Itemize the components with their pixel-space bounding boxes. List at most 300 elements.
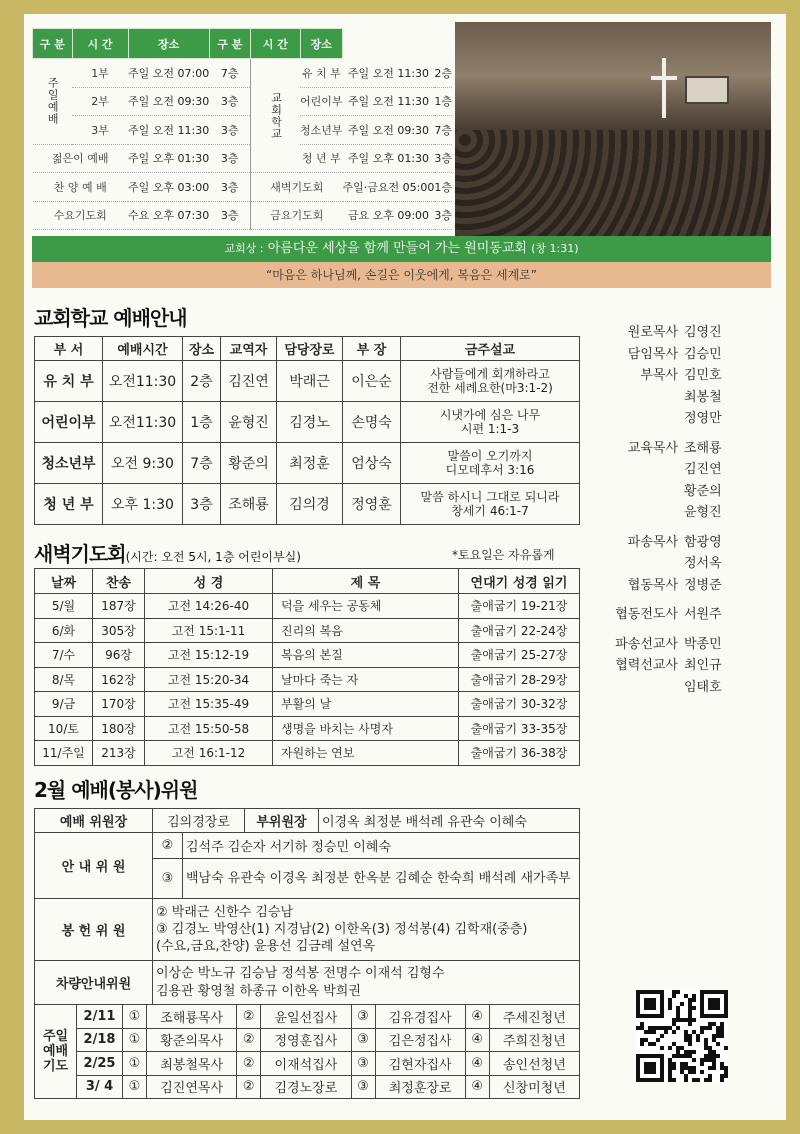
worship-place: 7층 bbox=[209, 59, 250, 88]
worship-row bbox=[33, 116, 453, 145]
prayer-order-mark: ① bbox=[123, 1005, 147, 1029]
staff-name: 정서옥 bbox=[684, 556, 722, 571]
guide-committee-table bbox=[34, 832, 580, 899]
school-time: 오후 1:30 bbox=[103, 484, 183, 525]
qr-module bbox=[720, 1034, 724, 1038]
staff-role bbox=[596, 459, 684, 481]
projector-screen bbox=[685, 76, 729, 104]
worship-category: 찬 양 예 배 bbox=[33, 173, 129, 202]
prayer-order-mark: ② bbox=[237, 1075, 261, 1099]
qr-module bbox=[684, 1078, 688, 1082]
dawn-hymn: 305장 bbox=[93, 618, 145, 643]
school-place: 1층 bbox=[183, 402, 221, 443]
dawn-date: 9/금 bbox=[35, 692, 93, 717]
dawn-read: 출애굽기 19-21장 bbox=[459, 594, 580, 619]
offering-line: ② 박래근 신한수 김승남 bbox=[156, 905, 294, 920]
staff-row bbox=[596, 677, 776, 699]
staff-role bbox=[596, 677, 684, 699]
school-sermon bbox=[401, 361, 580, 402]
header-title: 제 목 bbox=[273, 569, 459, 594]
sermon-line: 전한 세례요한(마3:1-2) bbox=[427, 381, 553, 395]
prayer-order-mark: ② bbox=[237, 1028, 261, 1052]
staff-role: 부목사 bbox=[640, 368, 678, 383]
qr-module bbox=[660, 1078, 664, 1082]
guide-label: 안 내 위 원 bbox=[35, 833, 153, 899]
prayer-leader: 신창미청년 bbox=[489, 1075, 579, 1099]
dawn-row bbox=[35, 692, 580, 717]
prayer-leader: 김은정집사 bbox=[375, 1028, 465, 1052]
prayer-date: 2/11 bbox=[77, 1005, 123, 1029]
cross-icon bbox=[662, 58, 666, 118]
saturday-note: *토요일은 자유롭게 bbox=[452, 548, 555, 562]
qr-module bbox=[660, 1014, 664, 1018]
dawn-subtitle: (시간: 오전 5시, 1층 어린이부실) bbox=[125, 550, 301, 564]
school-pastor: 조해룡 bbox=[221, 484, 277, 525]
staff-group bbox=[596, 365, 776, 430]
prayer-order-mark: ④ bbox=[465, 1028, 489, 1052]
worship-category: 2부 bbox=[72, 87, 128, 116]
car-guide-line: 김용관 황영철 하종규 이한옥 박희권 bbox=[156, 983, 361, 999]
staff-role: 협동목사 bbox=[627, 577, 678, 593]
dawn-row bbox=[35, 618, 580, 643]
dawn-title: 새벽기도회 bbox=[34, 542, 126, 566]
dawn-read: 출애굽기 22-24장 bbox=[459, 618, 580, 643]
prayer-order-mark: ④ bbox=[465, 1052, 489, 1076]
prayer-order-mark: ③ bbox=[351, 1005, 375, 1029]
header-elder: 담당장로 bbox=[277, 337, 343, 361]
dawn-bible: 고전 16:1-12 bbox=[145, 741, 273, 766]
prayer-duty-table bbox=[34, 1004, 580, 1099]
dawn-bible: 고전 15:1-11 bbox=[145, 618, 273, 643]
school-row bbox=[35, 484, 580, 525]
sermon-line: 시냇가에 심은 나무 bbox=[439, 408, 541, 422]
school-sermon bbox=[401, 484, 580, 525]
sunday-worship-label: 주일예배 bbox=[33, 59, 73, 145]
dawn-title: 날마다 죽는 자 bbox=[273, 667, 459, 692]
qr-module bbox=[724, 1074, 728, 1078]
prayer-date: 3/ 4 bbox=[77, 1075, 123, 1099]
car-guide-label: 차량안내위원 bbox=[35, 961, 153, 1005]
offering-names bbox=[153, 899, 580, 961]
worship-time: 주일 오전 11:30 bbox=[128, 116, 209, 145]
staff-row bbox=[596, 481, 776, 503]
worship-place: 3층 bbox=[209, 201, 250, 230]
staff-name: 김승민 bbox=[684, 346, 722, 362]
qr-module bbox=[656, 1038, 660, 1042]
staff-row bbox=[596, 634, 776, 656]
qr-module bbox=[672, 994, 676, 998]
prayer-order-mark: ③ bbox=[351, 1075, 375, 1099]
staff-role: 담임목사 bbox=[627, 346, 678, 362]
staff-row bbox=[596, 459, 776, 481]
pastoral-staff-list bbox=[596, 322, 776, 698]
staff-row bbox=[596, 438, 776, 460]
dawn-hymn: 162장 bbox=[93, 667, 145, 692]
worship-time: 주일 오후 03:00 bbox=[128, 173, 209, 202]
qr-module bbox=[660, 1034, 664, 1038]
school-head: 엄상숙 bbox=[343, 443, 401, 484]
prayer-leader: 이재석집사 bbox=[261, 1052, 351, 1076]
prayer-leader: 김유경집사 bbox=[375, 1005, 465, 1029]
dawn-read: 출애굽기 28-29장 bbox=[459, 667, 580, 692]
qr-module bbox=[668, 1006, 672, 1010]
qr-module bbox=[676, 1026, 680, 1030]
qr-module bbox=[700, 1062, 704, 1066]
sermon-line: 말씀이 오기까지 bbox=[447, 449, 533, 463]
prayer-leader: 최정훈장로 bbox=[375, 1075, 465, 1099]
staff-row bbox=[596, 502, 776, 524]
worship-category: 금요기도회 bbox=[251, 201, 343, 230]
worship-category: 젊은이 예배 bbox=[33, 144, 129, 173]
staff-name: 최인규 bbox=[684, 658, 722, 673]
staff-group bbox=[596, 575, 776, 597]
committee-table bbox=[34, 808, 580, 833]
worship-row bbox=[33, 87, 453, 116]
qr-module bbox=[680, 1002, 684, 1006]
school-row bbox=[35, 443, 580, 484]
school-head: 이은순 bbox=[343, 361, 401, 402]
qr-module bbox=[692, 1006, 696, 1010]
church-interior-photo bbox=[455, 22, 771, 236]
staff-name: 김진연 bbox=[684, 462, 722, 477]
staff-group bbox=[596, 634, 776, 656]
qr-module bbox=[652, 1030, 656, 1034]
school-dept: 어린이부 bbox=[35, 402, 103, 443]
school-elder: 김의경 bbox=[277, 484, 343, 525]
school-elder: 최정훈 bbox=[277, 443, 343, 484]
qr-module bbox=[716, 1042, 720, 1046]
church-school-label: 교회학교 bbox=[251, 59, 300, 173]
offering-line: ③ 김경노 박영산(1) 지경남(2) 이한옥(3) 정석봉(4) 김학재(중층) bbox=[156, 922, 528, 937]
worship-schedule-table bbox=[32, 28, 452, 230]
church-slogan: “마음은 하나님께, 손길은 이웃에게, 복음은 세계로” bbox=[32, 262, 771, 288]
qr-module bbox=[716, 1006, 720, 1010]
school-pastor: 김진연 bbox=[221, 361, 277, 402]
qr-module bbox=[688, 1022, 692, 1026]
staff-row bbox=[596, 532, 776, 554]
prayer-row bbox=[35, 1075, 580, 1099]
school-pastor: 윤형진 bbox=[221, 402, 277, 443]
dawn-date: 6/화 bbox=[35, 618, 93, 643]
worship-time: 주일 오전 11:30 bbox=[343, 59, 435, 88]
dawn-hymn: 96장 bbox=[93, 643, 145, 668]
qr-module bbox=[688, 1042, 692, 1046]
qr-module bbox=[724, 1014, 728, 1018]
worship-category: 어린이부 bbox=[300, 87, 343, 116]
worship-place: 3층 bbox=[209, 116, 250, 145]
qr-module bbox=[708, 1026, 712, 1030]
dawn-title: 부활의 날 bbox=[273, 692, 459, 717]
church-motto bbox=[32, 236, 771, 262]
staff-group bbox=[596, 322, 776, 344]
staff-row bbox=[596, 322, 776, 344]
staff-role: 파송선교사 bbox=[615, 636, 678, 652]
dawn-row bbox=[35, 667, 580, 692]
header-hymn: 찬송 bbox=[93, 569, 145, 594]
prayer-order-mark: ① bbox=[123, 1075, 147, 1099]
prayer-leader: 김현자집사 bbox=[375, 1052, 465, 1076]
school-dept: 유 치 부 bbox=[35, 361, 103, 402]
sermon-line: 시편 1:1-3 bbox=[460, 422, 520, 436]
dawn-hymn: 170장 bbox=[93, 692, 145, 717]
chair-label: 예배 위원장 bbox=[35, 809, 153, 833]
staff-name: 황준의 bbox=[684, 483, 722, 499]
guide-number: ③ bbox=[153, 859, 183, 899]
qr-module bbox=[660, 1046, 664, 1050]
school-time: 오전11:30 bbox=[103, 402, 183, 443]
school-place: 2층 bbox=[183, 361, 221, 402]
staff-name: 박종민 bbox=[684, 636, 722, 652]
qr-module bbox=[692, 1018, 696, 1022]
dawn-bible: 고전 15:35-49 bbox=[145, 692, 273, 717]
prayer-leader: 김경노장로 bbox=[261, 1075, 351, 1099]
qr-module bbox=[652, 1070, 656, 1074]
cross-icon bbox=[651, 76, 677, 80]
school-elder: 박래근 bbox=[277, 361, 343, 402]
header-place: 장소 bbox=[128, 29, 209, 59]
staff-row bbox=[596, 553, 776, 575]
qr-module bbox=[692, 1050, 696, 1054]
prayer-label: 주일예배기도 bbox=[35, 1005, 77, 1099]
staff-row bbox=[596, 575, 776, 597]
qr-module bbox=[652, 1042, 656, 1046]
qr-module bbox=[672, 1078, 676, 1082]
staff-row bbox=[596, 387, 776, 409]
dawn-bible: 고전 15:50-58 bbox=[145, 716, 273, 741]
header-sermon: 금주설교 bbox=[401, 337, 580, 361]
school-row bbox=[35, 361, 580, 402]
qr-module bbox=[724, 1046, 728, 1050]
school-dept: 청소년부 bbox=[35, 443, 103, 484]
qr-module bbox=[696, 1038, 700, 1042]
staff-group bbox=[596, 438, 776, 524]
qr-code[interactable] bbox=[636, 990, 728, 1082]
school-time: 오전11:30 bbox=[103, 361, 183, 402]
staff-role: 협동전도사 bbox=[615, 607, 678, 622]
chair-name: 김의경장로 bbox=[153, 809, 245, 833]
dawn-hymn: 180장 bbox=[93, 716, 145, 741]
worship-place: 3층 bbox=[434, 144, 452, 173]
dawn-read: 출애굽기 30-32장 bbox=[459, 692, 580, 717]
staff-name: 윤형진 bbox=[684, 505, 722, 520]
sermon-line: 디모데후서 3:16 bbox=[445, 463, 535, 477]
dawn-title: 생명을 바치는 사명자 bbox=[273, 716, 459, 741]
qr-module bbox=[672, 1066, 676, 1070]
prayer-leader: 김진연목사 bbox=[147, 1075, 237, 1099]
school-sermon bbox=[401, 402, 580, 443]
qr-module bbox=[652, 1006, 656, 1010]
prayer-leader: 조해룡목사 bbox=[147, 1005, 237, 1029]
staff-name: 정영만 bbox=[684, 411, 722, 426]
prayer-row bbox=[35, 1052, 580, 1076]
staff-name: 조해룡 bbox=[684, 440, 722, 456]
prayer-row bbox=[35, 1028, 580, 1052]
worship-category: 청 년 부 bbox=[300, 144, 343, 173]
vice-chair-label: 부위원장 bbox=[245, 809, 319, 833]
worship-category: 새벽기도회 bbox=[251, 173, 343, 202]
prayer-order-mark: ② bbox=[237, 1052, 261, 1076]
school-place: 7층 bbox=[183, 443, 221, 484]
school-head: 손명숙 bbox=[343, 402, 401, 443]
dawn-bible: 고전 15:20-34 bbox=[145, 667, 273, 692]
worship-category: 3부 bbox=[72, 116, 128, 145]
worship-time: 주일 오후 01:30 bbox=[128, 144, 209, 173]
staff-group bbox=[596, 655, 776, 698]
dawn-title: 덕을 세우는 공동체 bbox=[273, 594, 459, 619]
worship-time: 주일·금요전 05:00 bbox=[343, 173, 435, 202]
prayer-leader: 황준의목사 bbox=[147, 1028, 237, 1052]
committee-section-title: 2월 예배(봉사)위원 bbox=[34, 778, 198, 802]
dawn-date: 5/월 bbox=[35, 594, 93, 619]
qr-module bbox=[692, 998, 696, 1002]
staff-group bbox=[596, 604, 776, 626]
header-time: 시 간 bbox=[251, 29, 300, 59]
qr-module bbox=[640, 1042, 644, 1046]
header-place: 장소 bbox=[183, 337, 221, 361]
worship-time: 금요 오후 09:00 bbox=[343, 201, 435, 230]
motto-reference: (창 1:31) bbox=[531, 242, 579, 255]
qr-module bbox=[668, 1046, 672, 1050]
worship-place: 2층 bbox=[434, 59, 452, 88]
prayer-order-mark: ④ bbox=[465, 1005, 489, 1029]
staff-row bbox=[596, 604, 776, 626]
staff-name: 최봉철 bbox=[684, 389, 722, 405]
dawn-row bbox=[35, 594, 580, 619]
dawn-title: 진리의 복음 bbox=[273, 618, 459, 643]
worship-place: 1층 bbox=[434, 87, 452, 116]
dawn-hymn: 187장 bbox=[93, 594, 145, 619]
staff-role bbox=[596, 387, 684, 409]
prayer-order-mark: ③ bbox=[351, 1052, 375, 1076]
dawn-row bbox=[35, 716, 580, 741]
staff-row bbox=[596, 365, 776, 387]
school-pastor: 황준의 bbox=[221, 443, 277, 484]
dawn-bible: 고전 14:26-40 bbox=[145, 594, 273, 619]
staff-role: 파송목사 bbox=[627, 534, 678, 550]
prayer-date: 2/25 bbox=[77, 1052, 123, 1076]
header-place: 장소 bbox=[300, 29, 343, 59]
header-time: 시 간 bbox=[72, 29, 128, 59]
worship-time: 수요 오후 07:30 bbox=[128, 201, 209, 230]
prayer-leader: 최봉철목사 bbox=[147, 1052, 237, 1076]
worship-place: 1층 bbox=[434, 173, 452, 202]
prayer-order-mark: ④ bbox=[465, 1075, 489, 1099]
worship-time: 주일 오전 09:30 bbox=[343, 116, 435, 145]
dawn-bible: 고전 15:12-19 bbox=[145, 643, 273, 668]
qr-module bbox=[700, 1030, 704, 1034]
staff-role: 협력선교사 bbox=[615, 658, 678, 673]
prayer-leader: 윤일선집사 bbox=[261, 1005, 351, 1029]
worship-category: 수요기도회 bbox=[33, 201, 129, 230]
prayer-order-mark: ① bbox=[123, 1028, 147, 1052]
prayer-row bbox=[35, 1005, 580, 1029]
header-date: 날짜 bbox=[35, 569, 93, 594]
sermon-line: 창세기 46:1-7 bbox=[451, 504, 529, 518]
offering-label: 봉 헌 위 원 bbox=[35, 899, 153, 961]
dawn-date: 7/수 bbox=[35, 643, 93, 668]
dawn-read: 출애굽기 33-35장 bbox=[459, 716, 580, 741]
prayer-order-mark: ② bbox=[237, 1005, 261, 1029]
dawn-title: 자원하는 연보 bbox=[273, 741, 459, 766]
guide-names: 백남숙 유관숙 이경옥 최정분 한옥분 김혜순 한숙희 배석례 새가족부 bbox=[183, 859, 580, 899]
prayer-date: 2/18 bbox=[77, 1028, 123, 1052]
school-place: 3층 bbox=[183, 484, 221, 525]
header-category: 구 분 bbox=[209, 29, 250, 59]
motto-label: 교회상 : bbox=[224, 242, 264, 255]
staff-role bbox=[596, 481, 684, 503]
worship-row bbox=[33, 201, 453, 230]
worship-time: 주일 오후 01:30 bbox=[343, 144, 435, 173]
dawn-hymn: 213장 bbox=[93, 741, 145, 766]
qr-module bbox=[676, 990, 680, 994]
header-head: 부 장 bbox=[343, 337, 401, 361]
worship-row bbox=[33, 173, 453, 202]
dawn-title: 복음의 본질 bbox=[273, 643, 459, 668]
sermon-line: 말씀 하시니 그대로 되니라 bbox=[420, 490, 560, 504]
dawn-section-title bbox=[34, 538, 301, 567]
staff-name: 정병준 bbox=[684, 577, 722, 593]
staff-role bbox=[596, 502, 684, 524]
vice-chair-names: 이경옥 최정분 배석례 유관숙 이혜숙 bbox=[319, 809, 580, 833]
worship-category: 청소년부 bbox=[300, 116, 343, 145]
worship-place: 3층 bbox=[434, 201, 452, 230]
staff-row bbox=[596, 344, 776, 366]
dawn-read: 출애굽기 25-27장 bbox=[459, 643, 580, 668]
staff-row bbox=[596, 408, 776, 430]
header-pastor: 교역자 bbox=[221, 337, 277, 361]
staff-role: 원로목사 bbox=[627, 325, 678, 340]
car-guide-names bbox=[153, 961, 580, 1005]
header-bible: 성 경 bbox=[145, 569, 273, 594]
motto-text: 아름다운 세상을 함께 만들어 가는 원미동교회 bbox=[267, 241, 527, 256]
school-sermon bbox=[401, 443, 580, 484]
prayer-leader: 주희진청년 bbox=[489, 1028, 579, 1052]
staff-name: 임태호 bbox=[684, 679, 722, 695]
school-elder: 김경노 bbox=[277, 402, 343, 443]
worship-place: 3층 bbox=[209, 173, 250, 202]
prayer-order-mark: ① bbox=[123, 1052, 147, 1076]
qr-module bbox=[672, 1030, 676, 1034]
dawn-date: 10/토 bbox=[35, 716, 93, 741]
staff-role: 교육목사 bbox=[627, 440, 678, 456]
prayer-leader: 정영훈집사 bbox=[261, 1028, 351, 1052]
qr-module bbox=[692, 1070, 696, 1074]
qr-module bbox=[700, 1070, 704, 1074]
staff-name: 김민호 bbox=[684, 368, 722, 383]
school-time: 오전 9:30 bbox=[103, 443, 183, 484]
worship-place: 3층 bbox=[209, 144, 250, 173]
worship-time: 주일 오전 07:00 bbox=[128, 59, 209, 88]
car-guide-line: 이상순 박노규 김승남 정석봉 전명수 이재석 김형수 bbox=[156, 965, 445, 981]
school-worship-table bbox=[34, 336, 580, 525]
qr-module bbox=[692, 1058, 696, 1062]
header-time: 예배시간 bbox=[103, 337, 183, 361]
dawn-row bbox=[35, 643, 580, 668]
school-dept: 청 년 부 bbox=[35, 484, 103, 525]
prayer-leader: 주세진청년 bbox=[489, 1005, 579, 1029]
sermon-line: 사람들에게 회개하라고 bbox=[430, 367, 550, 381]
worship-place: 7층 bbox=[434, 116, 452, 145]
dawn-date: 11/주일 bbox=[35, 741, 93, 766]
staff-group bbox=[596, 344, 776, 366]
header-dept: 부 서 bbox=[35, 337, 103, 361]
qr-module bbox=[696, 1078, 700, 1082]
prayer-leader: 송인선청년 bbox=[489, 1052, 579, 1076]
guide-number: ② bbox=[153, 833, 183, 859]
worship-row bbox=[33, 59, 453, 88]
congregation bbox=[455, 130, 771, 236]
dawn-read: 출애굽기 36-38장 bbox=[459, 741, 580, 766]
